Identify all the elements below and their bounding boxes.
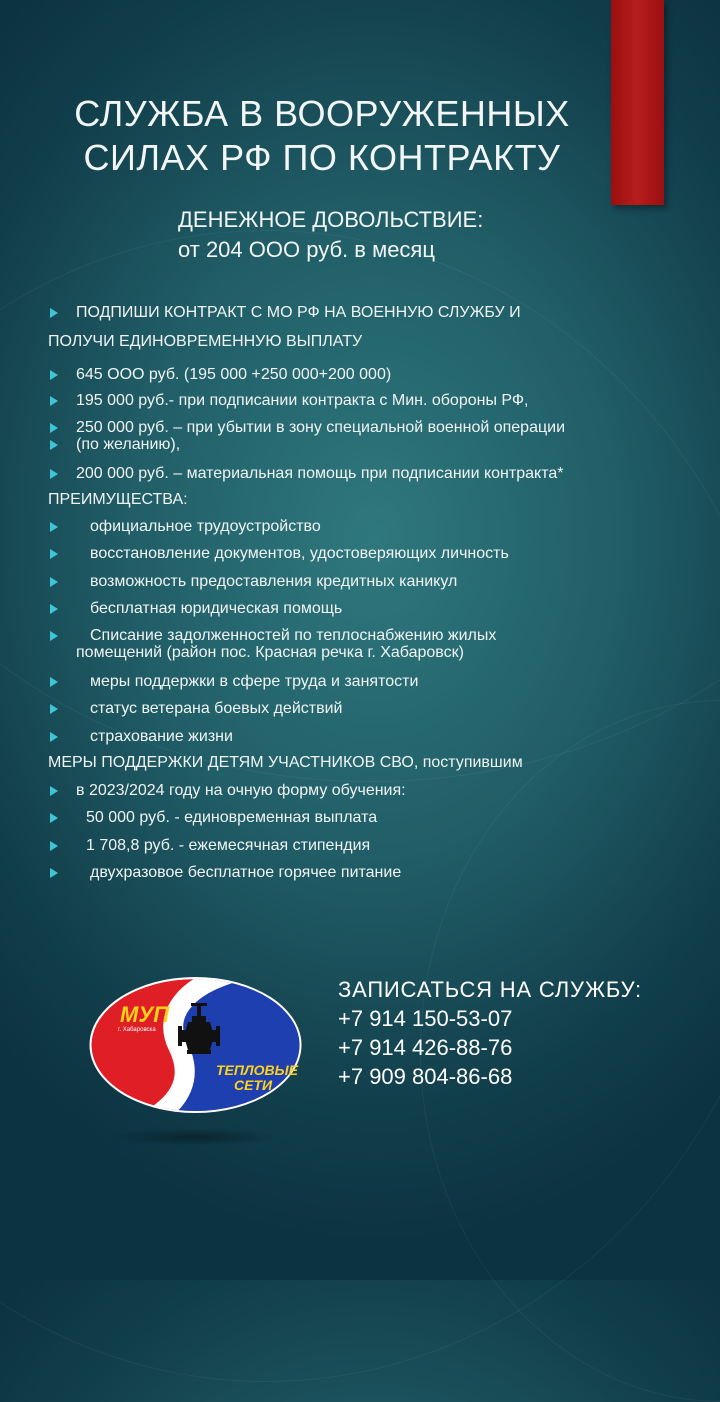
list-item bbox=[48, 464, 668, 490]
title-line-1: СЛУЖБА В ВООРУЖЕННЫХ bbox=[74, 93, 570, 134]
salary-label: ДЕНЕЖНОЕ ДОВОЛЬСТВИЕ: bbox=[178, 207, 484, 232]
list-item bbox=[48, 365, 668, 391]
list-item-text: Списание задолженностей по теплоснабжению жилых bbox=[90, 627, 497, 644]
list-item-text: ПОЛУЧИ ЕДИНОВРЕМЕННУЮ ВЫПЛАТУ bbox=[48, 333, 363, 350]
title-line-2: СИЛАХ РФ ПО КОНТРАКТУ bbox=[83, 137, 561, 178]
list-item bbox=[48, 303, 668, 332]
salary-amount: от 204 ООО руб. в месяц bbox=[178, 237, 435, 262]
list-item-text: 200 000 руб. – материальная помощь при подписании контракта* bbox=[76, 465, 564, 482]
list-item-text: 250 000 руб. – при убытии в зону специальной военной операции bbox=[76, 419, 566, 436]
logo-mup-text: МУП bbox=[120, 1002, 170, 1027]
list-item bbox=[48, 727, 668, 753]
salary-block bbox=[178, 205, 483, 265]
children-heading: МЕРЫ ПОДДЕРЖКИ ДЕТЯМ УЧАСТНИКОВ СВО, поступившим bbox=[48, 754, 523, 771]
list-item-text: 1 708,8 руб. - ежемесячная стипендия bbox=[86, 837, 371, 854]
list-item bbox=[48, 572, 668, 599]
list-item-text: статус ветерана боевых действий bbox=[90, 700, 343, 717]
logo-city-text: г. Хабаровска bbox=[118, 1027, 156, 1033]
list-item bbox=[48, 863, 668, 890]
list-item-text: двухразовое бесплатное горячее питание bbox=[90, 864, 402, 881]
list-item-text: возможность предоставления кредитных каникул bbox=[90, 573, 458, 590]
list-item-text: (по желанию), bbox=[76, 436, 181, 453]
phone-number: +7 914 426-88-76 bbox=[338, 1035, 513, 1060]
list-item bbox=[48, 781, 668, 808]
logo-shadow bbox=[110, 1128, 280, 1146]
logo-seti-text: СЕТИ bbox=[234, 1077, 273, 1093]
list-item bbox=[48, 808, 668, 836]
list-item-text: помещений (район пос. Красная речка г. Хабаровск) bbox=[76, 644, 464, 661]
page-title bbox=[30, 92, 614, 180]
list-item bbox=[48, 672, 668, 699]
contacts-heading: ЗАПИСАТЬСЯ НА СЛУЖБУ: bbox=[338, 977, 642, 1002]
list-item-text: 195 000 руб.- при подписании контракта с Мин. обороны РФ, bbox=[76, 392, 529, 409]
logo-teplo-text: ТЕПЛОВЫЕ bbox=[216, 1062, 298, 1078]
list-item-text: ПОДПИШИ КОНТРАКТ С МО РФ НА ВОЕННУЮ СЛУЖБУ И bbox=[76, 304, 521, 321]
red-accent-bar bbox=[611, 0, 664, 205]
list-item-text: официальное трудоустройство bbox=[90, 518, 321, 535]
list-item bbox=[48, 626, 668, 643]
list-item bbox=[48, 699, 668, 727]
contacts-block bbox=[338, 975, 642, 1091]
list-item bbox=[48, 836, 668, 863]
list-item-text: страхование жизни bbox=[90, 728, 233, 745]
list-item bbox=[48, 418, 668, 435]
list-item bbox=[48, 544, 668, 572]
list-item-text: бесплатная юридическая помощь bbox=[90, 600, 343, 617]
section-heading bbox=[48, 753, 668, 781]
list-item-text: 645 ООО руб. (195 000 +250 000+200 000) bbox=[76, 366, 392, 383]
benefits-heading: ПРЕИМУЩЕСТВА: bbox=[48, 491, 188, 508]
list-item-continuation bbox=[48, 435, 668, 462]
list-item bbox=[48, 391, 668, 418]
list-item-text: в 2023/2024 году на очную форму обучения: bbox=[76, 782, 406, 799]
list-item bbox=[48, 517, 668, 544]
list-item-continuation bbox=[48, 643, 668, 672]
info-list bbox=[48, 303, 668, 890]
phone-number: +7 914 150-53-07 bbox=[338, 1006, 513, 1031]
list-item bbox=[48, 599, 668, 626]
list-item-text: меры поддержки в сфере труда и занятости bbox=[90, 673, 419, 690]
list-item-text: восстановление документов, удостоверяющих личность bbox=[90, 545, 509, 562]
section-heading bbox=[48, 490, 668, 517]
phone-number: +7 909 804-86-68 bbox=[338, 1064, 513, 1089]
mup-teplovye-seti-logo bbox=[88, 976, 303, 1114]
list-item bbox=[48, 332, 668, 357]
list-item-text: 50 000 руб. - единовременная выплата bbox=[86, 809, 378, 826]
